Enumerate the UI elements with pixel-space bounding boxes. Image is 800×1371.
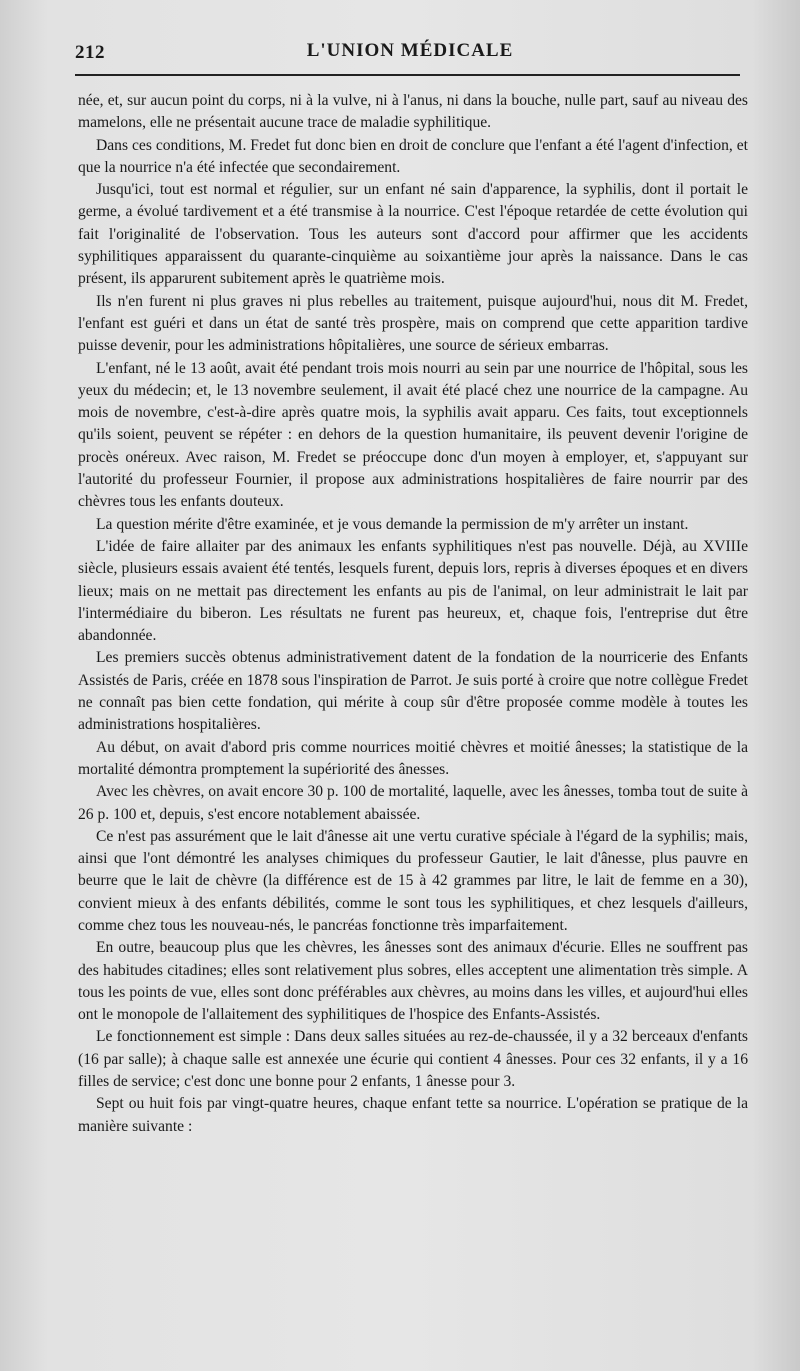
paragraph: Ils n'en furent ni plus graves ni plus rebelles au traitement, puisque aujourd'hui, nous dit M. Fredet, l'enfant est guéri et dans un état de santé très prospère, mais on comprend que cette apparition tardive puisse devenir, pour les administrations hôpitalières, une source de sérieux embarras. [78, 292, 748, 355]
header-rule [75, 74, 740, 76]
paragraph: L'idée de faire allaiter par des animaux les enfants syphilitiques n'est pas nouvelle. Déjà, au XVIIIe siècle, plusieurs essais avaient été tentés, lesquels furent, depuis lors, repris à diverses époques et en divers lieux; mais on ne mettait pas directement les enfants au pis de l'animal, on leur administrait le lait par l'intermédiaire du biberon. Les résultats ne furent pas heureux, et, chaque fois, l'entreprise dut être abandonnée. [78, 537, 748, 645]
page-number: 212 [75, 42, 105, 63]
paragraph: Les premiers succès obtenus administrativement datent de la fondation de la nourricerie des Enfants Assistés de Paris, créée en 1878 sous l'inspiration de Parrot. Je suis porté à croire que notre collègue Fredet ne connaît pas bien cette fondation, qui mérite à coup sûr d'être proposée comme modèle à toutes les administrations hospitalières. [78, 649, 748, 734]
body-text [78, 90, 748, 1138]
paragraph: Dans ces conditions, M. Fredet fut donc bien en droit de conclure que l'enfant a été l'agent d'infection, et que la nourrice n'a été infectée que secondairement. [78, 136, 748, 176]
paragraph: Au début, on avait d'abord pris comme nourrices moitié chèvres et moitié ânesses; la statistique de la mortalité démontra promptement la supériorité des ânesses. [78, 738, 748, 778]
paragraph: En outre, beaucoup plus que les chèvres, les ânesses sont des animaux d'écurie. Elles ne souffrent pas des habitudes citadines; elles sont relativement plus sobres, elles acceptent une alimentation très simple. A tous les points de vue, elles sont donc préférables aux chèvres, au moins dans les villes, et aujourd'hui elles ont le monopole de l'allaitement des syphilitiques de l'hospice des Enfants-Assistés. [78, 939, 748, 1024]
paragraph: Jusqu'ici, tout est normal et régulier, sur un enfant né sain d'apparence, la syphilis, dont il portait le germe, a évolué tardivement et a été transmise à la nourrice. C'est l'époque retardée de cette évolution qui fait l'originalité de l'observation. Tous les auteurs sont d'accord pour affirmer que les accidents syphilitiques apparaissent du quarante-cinquième au soixantième jour après la naissance. Dans le cas présent, ils apparurent subitement après le quatrième mois. [78, 181, 748, 288]
paragraph: L'enfant, né le 13 août, avait été pendant trois mois nourri au sein par une nourrice de l'hôpital, sous les yeux du médecin; et, le 13 novembre seulement, il avait été placé chez une nourrice de la campagne. Au mois de novembre, c'est-à-dire après quatre mois, la syphilis avait apparu. Ces faits, tout exceptionnels qu'ils soient, peuvent se répéter : en dehors de la question humanitaire, ils peuvent devenir l'origine de procès onéreux. Avec raison, M. Fredet se préoccupe donc d'un moyen à employer, et, s'appuyant sur l'autorité du professeur Fournier, il propose aux administrations hospitalières de faire nourrir par des chèvres tous les enfants douteux. [78, 359, 748, 511]
paragraph: née, et, sur aucun point du corps, ni à la vulve, ni à l'anus, ni dans la bouche, nulle part, sauf au niveau des mamelons, elle ne présentait aucune trace de maladie syphilitique. [78, 92, 748, 132]
page-header [75, 36, 745, 76]
running-title: L'UNION MÉDICALE [306, 40, 514, 61]
paragraph: Ce n'est pas assurément que le lait d'ânesse ait une vertu curative spéciale à l'égard de la syphilis; mais, ainsi que l'ont démontré les analyses chimiques du professeur Gautier, le lait d'ânesse, plus pauvre en beurre que le lait de chèvre (la différence est de 15 à 42 grammes par litre, le lait de femme en a 30), convient mieux à des enfants débilités, comme le sont tous les syphilitiques, et chez lesquels d'ailleurs, comme chez tous les nouveau-nés, le pancréas fonctionne très imparfaitement. [78, 827, 748, 934]
paragraph: La question mérite d'être examinée, et je vous demande la permission de m'y arrêter un instant. [96, 515, 689, 533]
paragraph: Le fonctionnement est simple : Dans deux salles situées au rez-de-chaussée, il y a 32 berceaux d'enfants (16 par salle); à chaque salle est annexée une écurie qui contient 4 ânesses. Pour ces 32 enfants, il y a 16 filles de service; c'est donc une bonne pour 2 enfants, 1 ânesse pour 3. [78, 1028, 748, 1091]
paragraph: Avec les chèvres, on avait encore 30 p. 100 de mortalité, laquelle, avec les ânesses, tomba tout de suite à 26 p. 100 et, depuis, s'est encore notablement abaissée. [78, 783, 748, 823]
paragraph: Sept ou huit fois par vingt-quatre heures, chaque enfant tette sa nourrice. L'opération se pratique de la manière suivante : [78, 1095, 748, 1135]
